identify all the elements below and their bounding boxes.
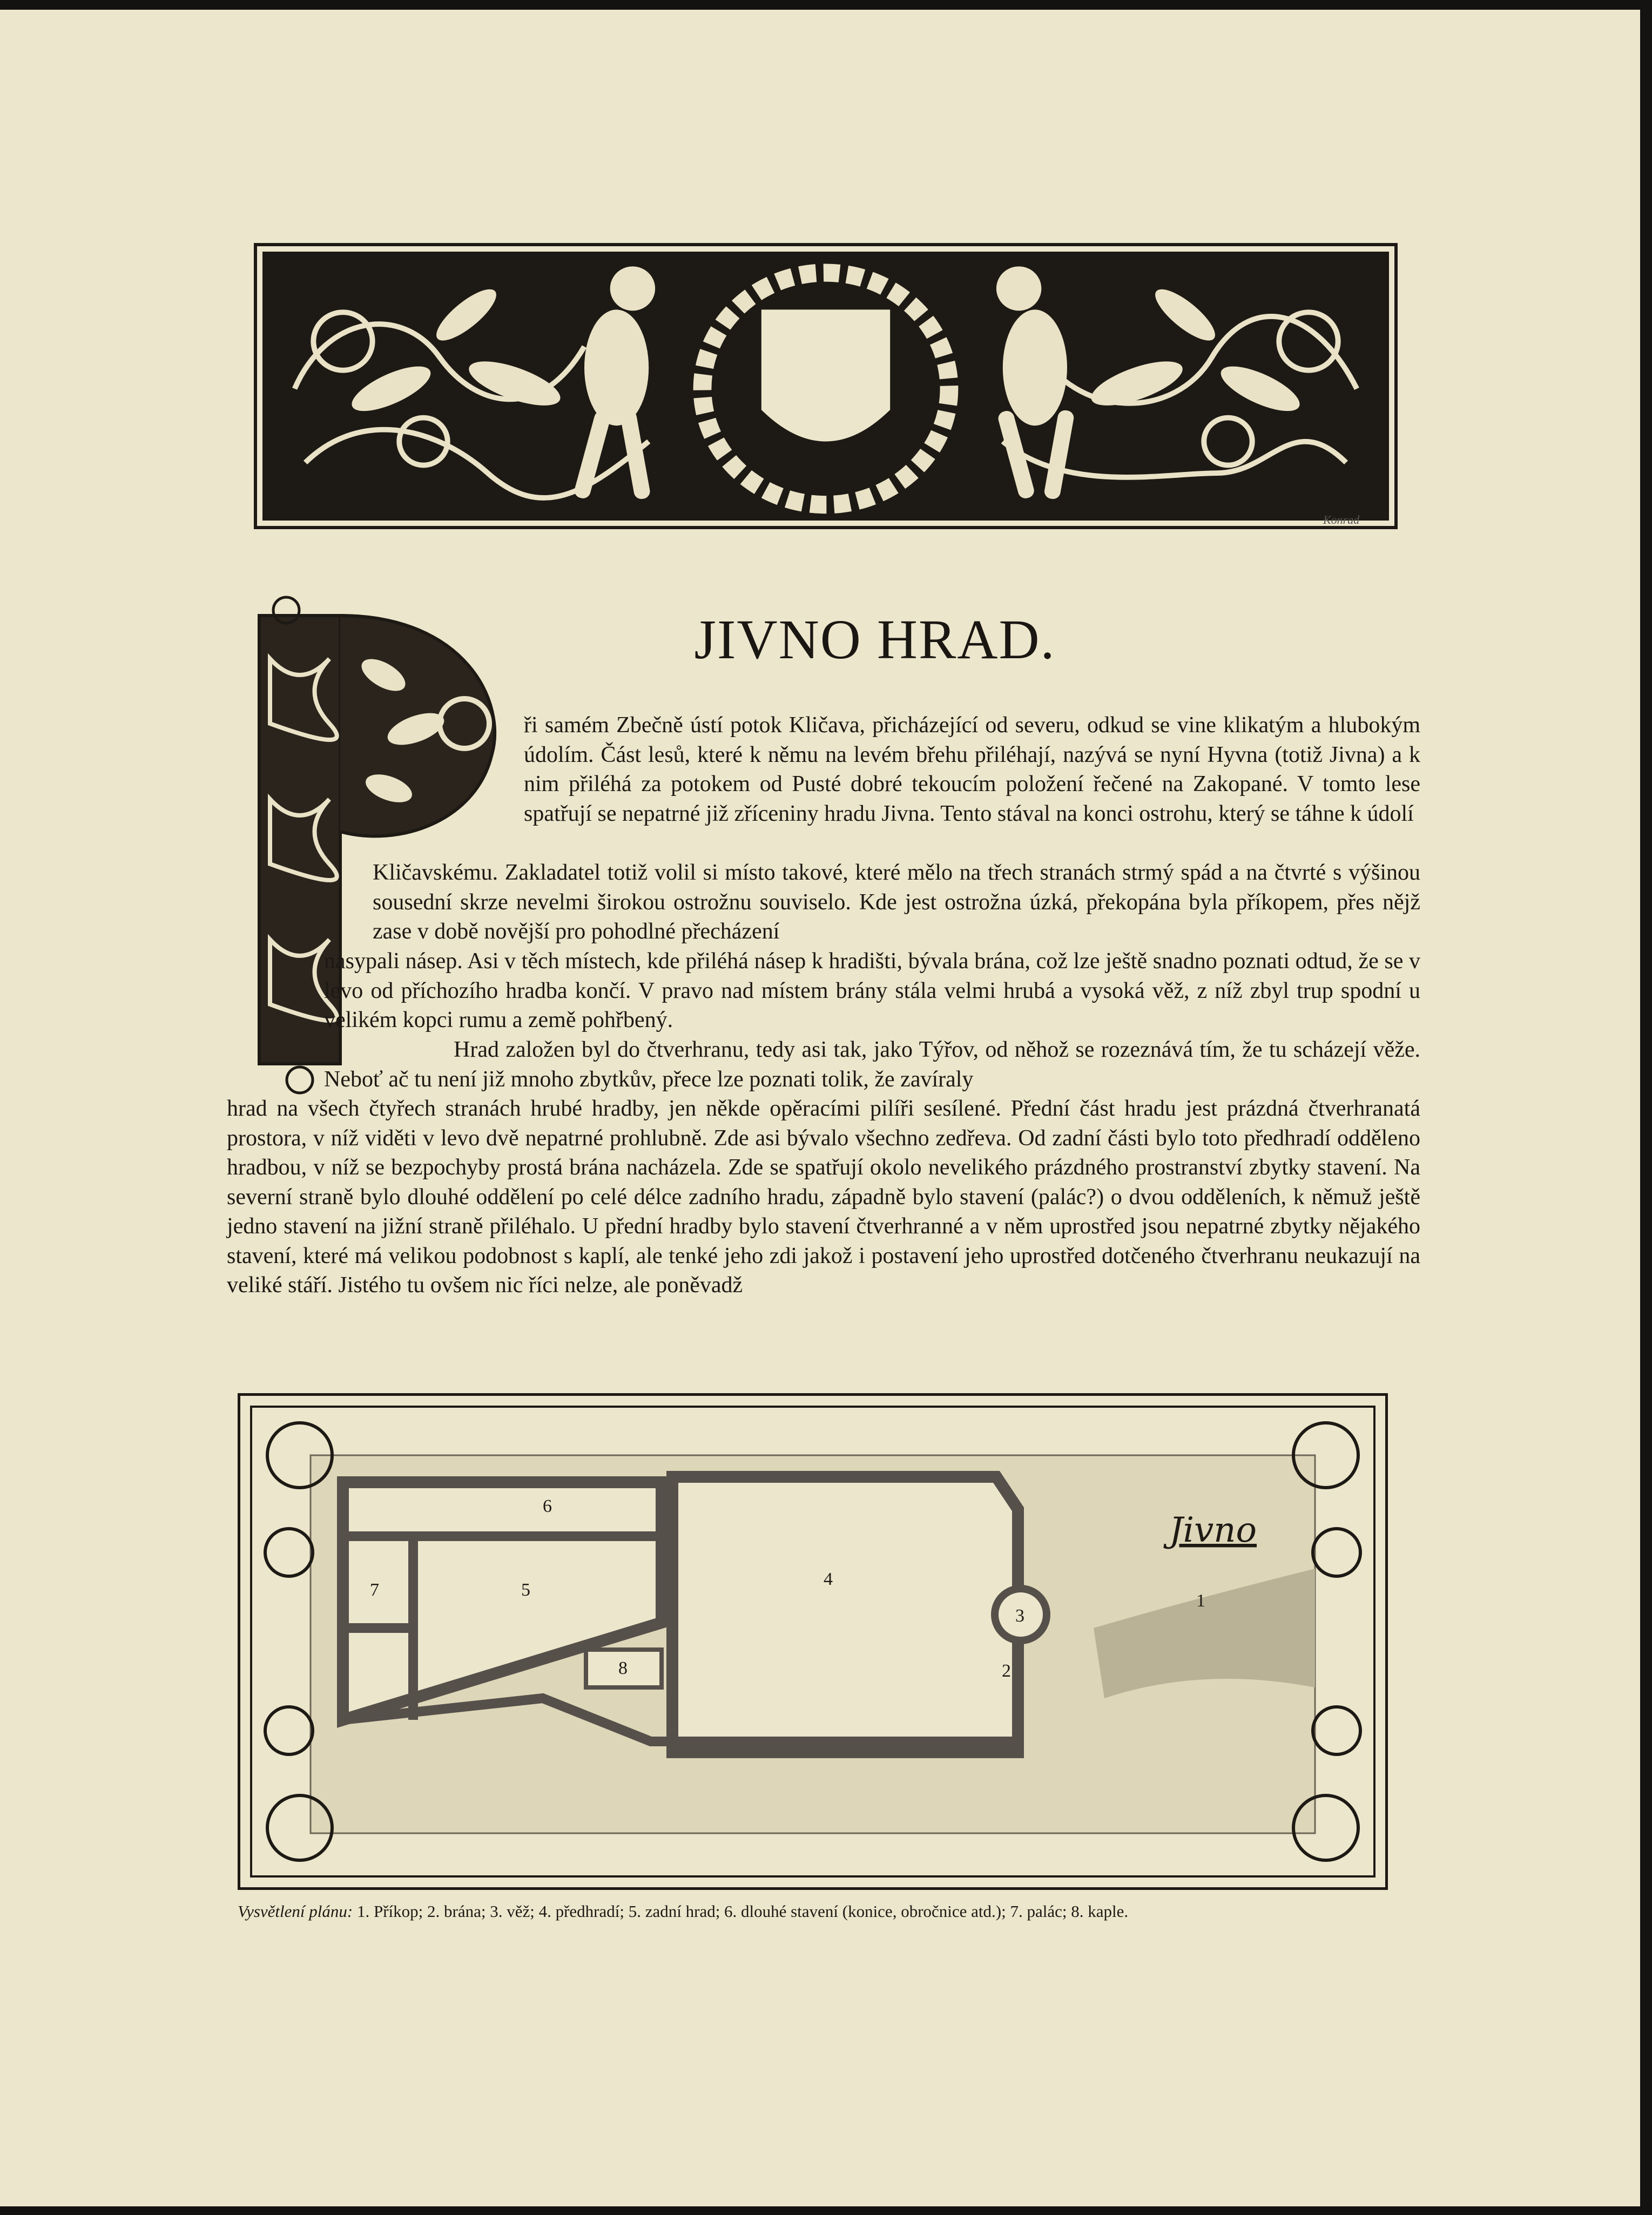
plan-label-2: 2 [1002,1661,1011,1681]
ornament-illustration [262,252,1389,521]
plan-label-4: 4 [824,1569,833,1589]
page-edge-right [1640,0,1652,2215]
page-edge-top [0,0,1652,10]
castle-plan [238,1393,1388,1890]
paragraph-1-end: nasypali násep. Asi v těch místech, kde přiléhá násep k hradišti, bývala brána, což lze ještě snadno poznati odtud, že se v levo od příchozího hradba končí. V pravo nad místem brány stála velmi hrubá a vysoká věž, z níž zbyl trup spodní u velikém kopci rumu a země pohřbený. [324,949,1420,1032]
plan-title: Jivno [1169,1510,1257,1550]
header-ornament [254,243,1398,529]
page-title: JIVNO HRAD. [694,609,1056,671]
paragraph-1-middle: Kličavskému. Zakladatel totiž volil si místo takové, které mělo na třech stranách strmý spád a na čtvrté s výšinou sousední skrze nevelmi širokou ostrožnu souviselo. Kde jest ostrožna úzká, překopána byla příkopem, přes nějž zase v době novější pro pohodlné přecházení [373,860,1420,944]
paragraph-1-start: ři samém Zbečně ústí potok Kličava, přicházející od severu, odkud se vine klikatým a hlubokým údolím. Část lesů, které k němu na levém břehu přiléhají, nazývá se nyní Hyvna (totiž Jivna) a k nim přiléhá za potokem od Pusté dobré tekoucím položení řečené na Zakopané. V tomto lese spatřují se nepatrné již zříceniny hradu Jivna. Tento stával na konci ostrohu, který se táhne k údolí [524,713,1420,826]
page-edge-bottom [0,2206,1652,2215]
caption-text: 1. Příkop; 2. brána; 3. věž; 4. předhradí; 5. zadní hrad; 6. dlouhé stavení (konice, obročnice atd.); 7. palác; 8. kaple. [353,1902,1129,1921]
plan-label-5: 5 [521,1580,530,1600]
plan-label-3: 3 [1015,1606,1024,1626]
plan-caption [238,1902,1420,1921]
engraver-signature: Konrad [1323,513,1360,526]
plan-label-6: 6 [543,1496,552,1516]
plan-label-8: 8 [618,1658,628,1678]
paragraph-2-start: Hrad založen byl do čtverhranu, tedy asi tak, jako Týřov, od něhož se rozeznává tím, že tu scházejí věže. Neboť ač tu není již mnoho zbytkův, přece lze poznati tolik, že zavíraly [324,1037,1420,1092]
caption-lead: Vysvětlení plánu: [238,1902,353,1921]
paragraph-2-rest: hrad na všech čtyřech stranách hrubé hradby, jen někde opěracími pilíři sesílené. Přední část hradu jest prázdná čtverhranatá prostora, v níž viděti v levo dvě nepatrné prohlubně. Zde asi bývalo všechno zedřeva. Od zadní části bylo toto předhradí odděleno hradbou, v níž se bezpochyby prostá brána nacházela. Zde se spatřují okolo nevelikého prázdného prostranství zbytky stavení. Na severní straně bylo dlouhé oddělení po celé délce zadního hradu, západně bylo stavení (palác?) o dvou odděleních, k němuž ještě jedno stavení na jižní straně přiléhalo. U přední hradby bylo stavení čtverhranné a v něm uprostřed jsou nepatrné zbytky nějakého stavení, které má velikou podobnost s kaplí, ale tenké jeho zdi jakož i postavení jeho uprostřed dotčeného čtverhranu neukazují na veliké stáří. Jistého tu ovšem nic říci nelze, ale poněvadž [227,1096,1420,1298]
plan-label-7: 7 [370,1580,379,1600]
plan-label-1: 1 [1196,1591,1205,1611]
castle-plan-drawing [240,1396,1385,1887]
